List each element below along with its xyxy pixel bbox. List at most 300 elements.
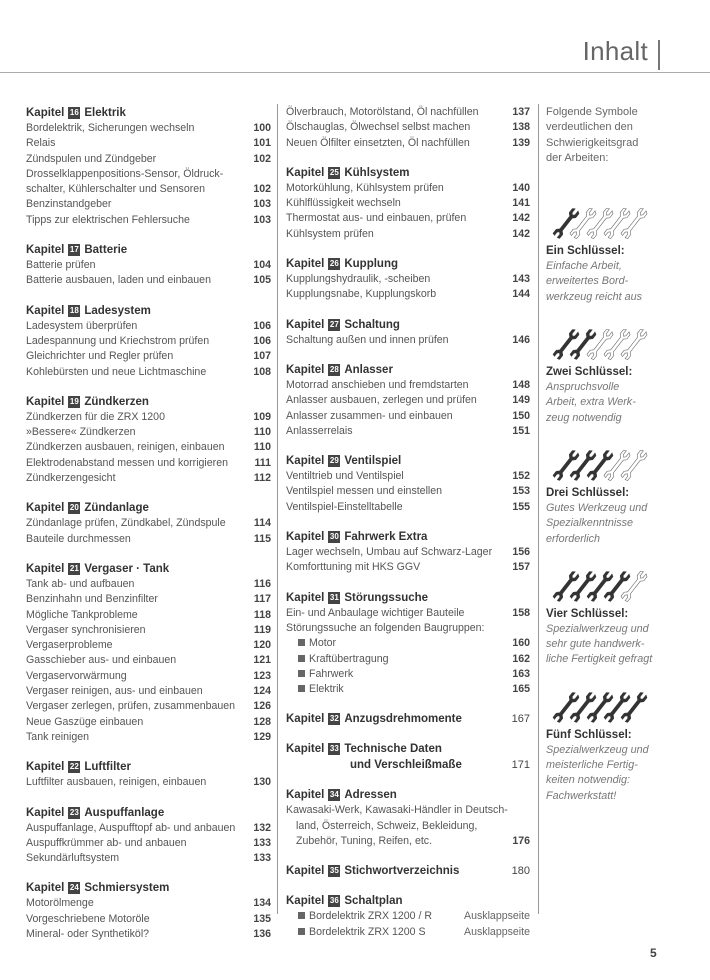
chapter-title — [84, 105, 271, 121]
legend-title: Zwei Schlüssel: — [546, 366, 633, 379]
entry-page: 129 — [253, 730, 271, 743]
entry-page: 132 — [253, 821, 271, 834]
column-divider — [277, 104, 278, 914]
chapter-section — [26, 500, 271, 547]
entry-label: Motorkühlung, Kühlsystem prüfen — [286, 181, 444, 194]
toc-entry[interactable] — [26, 669, 271, 684]
toc-entry[interactable] — [286, 909, 530, 924]
entry-text — [26, 152, 245, 167]
entry-text — [26, 349, 245, 364]
chapter-number-badge: 28 — [329, 364, 339, 374]
toc-entry[interactable] — [26, 349, 271, 364]
legend-intro-line: verdeutlichen den — [546, 121, 633, 134]
entry-page: 107 — [253, 350, 271, 363]
toc-entry[interactable] — [26, 699, 271, 714]
entry-label: Ventilspiel-Einstelltabelle — [286, 500, 403, 513]
legend-item — [546, 688, 696, 804]
entry-text — [286, 424, 504, 439]
entry-page: 128 — [253, 715, 271, 728]
toc-entry[interactable] — [26, 425, 271, 440]
wrench-filled-icon — [620, 691, 648, 723]
entry-page: 150 — [512, 409, 530, 422]
chapter-heading[interactable] — [26, 561, 271, 577]
toc-entry[interactable] — [26, 532, 271, 547]
entry-text — [286, 682, 504, 697]
wrench-rating-icons — [546, 688, 656, 726]
toc-entry[interactable] — [26, 912, 271, 927]
chapter-section — [286, 741, 530, 773]
entry-page: 101 — [253, 137, 271, 150]
chapter-title — [344, 590, 530, 606]
toc-entry[interactable] — [286, 227, 530, 242]
chapter-number-badge: 24 — [69, 883, 79, 893]
entry-label: Kupplungshydraulik, -scheiben — [286, 273, 431, 286]
chapter-heading[interactable] — [286, 453, 530, 469]
entry-label: Anlasserrelais — [286, 424, 353, 437]
entry-text — [26, 425, 245, 440]
chapter-heading[interactable] — [286, 529, 530, 545]
chapter-title-text: Zündanlage — [84, 502, 149, 515]
chapter-title-text: Vergaser · Tank — [84, 562, 170, 575]
entry-label: Gasschieber aus- und einbauen — [26, 654, 177, 667]
entry-label: Störungssuche an folgenden Baugruppen: — [286, 621, 485, 634]
toc-entry[interactable] — [26, 577, 271, 592]
entry-label: Ladespannung und Kriechstrom prüfen — [26, 334, 210, 347]
entry-label: Bauteile durchmessen — [26, 532, 131, 545]
entry-page: 160 — [512, 637, 530, 650]
wrench-filled-icon — [552, 207, 580, 239]
chapter-number-badge: 19 — [69, 396, 79, 406]
entry-text — [286, 287, 504, 302]
legend-description: Spezialwerkzeug und — [546, 743, 649, 756]
chapter-section — [286, 863, 530, 879]
entry-page: 162 — [512, 652, 530, 665]
chapter-section — [286, 165, 530, 242]
wrench-outline-icon — [620, 328, 648, 360]
chapter-section — [286, 362, 530, 439]
toc-entry[interactable] — [26, 365, 271, 380]
chapter-label: Kapitel — [286, 713, 325, 726]
toc-entry[interactable] — [26, 213, 271, 228]
chapter-heading[interactable] — [286, 893, 530, 909]
chapter-label: Kapitel — [286, 895, 325, 908]
chapter-number-badge: 23 — [69, 807, 79, 817]
entry-page: 146 — [512, 333, 530, 346]
chapter-title — [84, 561, 271, 577]
legend-description: Arbeit, extra Werk- — [546, 396, 636, 409]
chapter-number-badge: 16 — [69, 108, 79, 117]
chapter-heading[interactable] — [286, 863, 530, 879]
entry-label: Auspuffkrümmer ab- und anbauen — [26, 836, 187, 849]
entry-text — [26, 821, 245, 836]
toc-entry[interactable] — [26, 182, 271, 197]
toc-entry[interactable] — [26, 319, 271, 334]
legend-title: Drei Schlüssel: — [546, 486, 630, 499]
entry-text — [26, 516, 245, 531]
chapter-heading[interactable] — [286, 256, 530, 272]
toc-entry[interactable] — [286, 560, 530, 575]
toc-entry[interactable] — [286, 409, 530, 424]
toc-entry[interactable] — [286, 424, 530, 439]
entry-page: 116 — [253, 577, 271, 590]
chapter-label: Kapitel — [26, 562, 65, 575]
toc-entry[interactable] — [26, 684, 271, 699]
toc-entry[interactable] — [286, 181, 530, 196]
toc-entry[interactable] — [26, 927, 271, 942]
wrench-filled-icon — [603, 691, 631, 723]
entry-label: Kühlflüssigkeit wechseln — [286, 197, 401, 210]
toc-entry[interactable] — [26, 638, 271, 653]
chapter-label: Kapitel — [286, 743, 325, 756]
entry-page: 109 — [253, 410, 271, 423]
chapter-heading[interactable] — [26, 242, 271, 258]
entry-text — [26, 471, 245, 486]
entry-text — [26, 136, 245, 151]
chapter-label: Kapitel — [26, 502, 65, 515]
chapter-heading[interactable] — [26, 394, 271, 410]
chapter-number-badge: 33 — [329, 744, 339, 754]
chapter-title-text: Adressen — [344, 789, 397, 802]
chapter-number-badge: 36 — [329, 896, 339, 906]
toc-entry[interactable] — [26, 167, 271, 182]
chapter-title-text: Ventilspiel — [344, 455, 402, 468]
entry-label: Tipps zur elektrischen Fehlersuche — [26, 213, 190, 226]
toc-column-left — [26, 105, 271, 942]
entry-page: 124 — [253, 685, 271, 698]
chapter-section — [26, 561, 271, 745]
legend-description: meisterliche Fertig- — [546, 759, 638, 772]
toc-entry[interactable] — [26, 623, 271, 638]
toc-entry[interactable] — [26, 836, 271, 851]
chapter-title-text: Schmiersystem — [84, 882, 170, 895]
entry-label: Lager wechseln, Umbau auf Schwarz-Lager — [286, 546, 493, 559]
entry-page: 119 — [253, 623, 271, 636]
entry-page: 104 — [253, 259, 271, 272]
chapter-title-text: Störungssuche — [344, 591, 429, 604]
chapter-heading[interactable] — [286, 165, 530, 181]
entry-page: 115 — [253, 532, 271, 545]
toc-entry[interactable] — [286, 333, 530, 348]
chapter-title-text: Technische Daten — [344, 743, 442, 756]
entry-text — [26, 896, 245, 911]
entry-page: 165 — [512, 683, 530, 696]
toc-entry[interactable] — [286, 682, 530, 697]
chapter-heading[interactable] — [286, 590, 530, 606]
entry-label: Anlasser ausbauen, zerlegen und prüfen — [286, 394, 477, 407]
legend-description: werkzeug reicht aus — [546, 290, 643, 303]
entry-text — [286, 560, 504, 575]
toc-column-middle — [286, 105, 530, 940]
chapter-section — [286, 453, 530, 515]
toc-entry[interactable] — [26, 258, 271, 273]
toc-entry[interactable] — [26, 516, 271, 531]
toc-entry[interactable] — [26, 896, 271, 911]
chapter-title-text: Zündkerzen — [84, 395, 149, 408]
entry-text — [286, 469, 504, 484]
chapter-section — [26, 880, 271, 942]
entry-label: Ventilspiel messen und einstellen — [286, 485, 443, 498]
entry-label: Vergaserprobleme — [26, 639, 113, 652]
entry-label: Komforttuning mit HKS GGV — [286, 561, 421, 574]
difficulty-legend — [546, 105, 696, 804]
wrench-outline-icon — [620, 570, 648, 602]
toc-entry[interactable] — [286, 834, 530, 849]
toc-entry[interactable] — [286, 819, 530, 834]
toc-entry[interactable] — [286, 925, 530, 940]
toc-entry[interactable] — [286, 636, 530, 651]
entry-page: 163 — [512, 667, 530, 680]
chapter-title-text: Auspuffanlage — [84, 806, 165, 819]
toc-entry[interactable] — [26, 456, 271, 471]
chapter-section — [286, 529, 530, 576]
entry-page: Ausklappseite — [464, 925, 530, 938]
entry-label: Vorgeschriebene Motoröle — [26, 912, 150, 925]
toc-entry[interactable] — [286, 621, 530, 636]
chapter-title — [344, 529, 530, 545]
toc-entry[interactable] — [26, 715, 271, 730]
chapter-heading[interactable] — [26, 805, 271, 821]
toc-entry[interactable] — [286, 667, 530, 682]
entry-text: land, Österreich, Schweiz, Bekleidung, — [296, 819, 478, 832]
entry-label: Kohlebürsten und neue Lichtmaschine — [26, 365, 207, 378]
wrench-filled-icon — [586, 570, 614, 602]
entry-label: Ventiltrieb und Ventilspiel — [286, 470, 404, 483]
entry-label: Zündkerzen für die ZRX 1200 — [26, 410, 165, 423]
entry-text — [26, 653, 245, 668]
toc-entry[interactable] — [26, 334, 271, 349]
toc-entry[interactable] — [26, 851, 271, 866]
entry-label: Thermostat aus- und einbauen, prüfen — [286, 212, 467, 225]
wrench-rating-icons — [546, 567, 656, 605]
entry-label: Vergaser reinigen, aus- und einbauen — [26, 685, 203, 698]
toc-entry[interactable] — [26, 273, 271, 288]
chapter-section — [286, 105, 530, 151]
chapter-heading[interactable] — [26, 303, 271, 319]
entry-label: Benzinstandgeber — [26, 198, 112, 211]
entry-page: 121 — [253, 654, 271, 667]
entry-page: 110 — [253, 426, 271, 439]
chapter-heading[interactable] — [26, 105, 271, 121]
chapter-heading[interactable] — [26, 759, 271, 775]
wrench-filled-icon — [552, 449, 580, 481]
wrench-outline-icon — [569, 207, 597, 239]
toc-entry[interactable] — [26, 197, 271, 212]
chapter-title-text: Schaltplan — [344, 895, 403, 908]
chapter-section — [26, 759, 271, 790]
page-number: 5 — [650, 946, 657, 960]
entry-label: Kühlsystem prüfen — [286, 227, 374, 240]
wrench-outline-icon — [620, 207, 648, 239]
entry-page: 141 — [512, 197, 530, 210]
wrench-filled-icon — [552, 570, 580, 602]
entry-label: Schaltung außen und innen prüfen — [286, 333, 449, 346]
bullet-square-icon — [298, 685, 305, 692]
toc-entry[interactable] — [286, 545, 530, 560]
legend-item — [546, 204, 696, 305]
entry-text — [286, 136, 504, 151]
entry-page: 142 — [512, 227, 530, 240]
wrench-filled-icon — [569, 449, 597, 481]
entry-label: Mineral- oder Synthetiköl? — [26, 927, 150, 940]
entry-label: Ladesystem überprüfen — [26, 319, 138, 332]
entry-text — [26, 775, 245, 790]
entry-text: Kawasaki-Werk, Kawasaki-Händler in Deutsch- — [286, 804, 508, 817]
chapter-title-text: Anlasser — [344, 363, 393, 376]
chapter-title-text: Luftfilter — [84, 761, 131, 774]
entry-text — [286, 484, 504, 499]
entry-text — [286, 378, 504, 393]
chapter-number-badge: 26 — [329, 259, 339, 269]
toc-entry[interactable] — [286, 120, 530, 135]
toc-entry[interactable] — [26, 471, 271, 486]
chapter-title — [84, 500, 271, 516]
entry-page: 143 — [512, 273, 530, 286]
entry-page: 155 — [512, 500, 530, 513]
toc-entry[interactable] — [286, 196, 530, 211]
entry-text — [286, 393, 504, 408]
entry-page: 157 — [512, 561, 530, 574]
chapter-heading[interactable] — [286, 711, 530, 727]
entry-page: 153 — [512, 485, 530, 498]
toc-entry[interactable] — [26, 440, 271, 455]
chapter-section — [286, 256, 530, 303]
entry-text — [26, 273, 245, 288]
toc-entry[interactable] — [26, 136, 271, 151]
entry-page: 111 — [254, 456, 271, 469]
entry-page: 126 — [253, 700, 271, 713]
entry-page: 105 — [253, 274, 271, 287]
entry-label: Gleichrichter und Regler prüfen — [26, 350, 174, 363]
chapter-heading[interactable] — [286, 741, 530, 757]
legend-description: Einfache Arbeit, — [546, 260, 622, 273]
entry-label: Motor — [309, 637, 337, 650]
column-divider — [538, 104, 539, 914]
bullet-square-icon — [298, 928, 305, 935]
chapter-title — [84, 394, 271, 410]
entry-page: 136 — [253, 927, 271, 940]
toc-entry[interactable] — [286, 211, 530, 226]
bullet-square-icon — [298, 655, 305, 662]
entry-page: 139 — [512, 136, 530, 149]
entry-text — [286, 909, 464, 924]
entry-label: Batterie ausbauen, laden und einbauen — [26, 274, 211, 287]
entry-page: 123 — [253, 669, 271, 682]
chapter-number-badge: 29 — [329, 456, 339, 466]
entry-page: Ausklappseite — [464, 910, 530, 923]
bullet-square-icon — [298, 639, 305, 646]
entry-label: Benzinhahn und Benzinfilter — [26, 593, 158, 606]
toc-entry[interactable] — [286, 378, 530, 393]
entry-text — [286, 667, 504, 682]
chapter-heading[interactable] — [286, 317, 530, 333]
entry-text — [26, 730, 245, 745]
entry-text — [286, 652, 504, 667]
legend-description: zeug notwendig — [546, 411, 622, 424]
entry-page: 148 — [512, 378, 530, 391]
toc-entry[interactable] — [286, 272, 530, 287]
toc-entry[interactable] — [26, 592, 271, 607]
wrench-rating-icons — [546, 204, 656, 242]
chapter-heading[interactable] — [286, 787, 530, 803]
entry-text — [286, 621, 530, 636]
toc-entry[interactable] — [26, 653, 271, 668]
toc-entry[interactable] — [286, 500, 530, 515]
chapter-heading[interactable] — [286, 362, 530, 378]
toc-entry[interactable] — [26, 152, 271, 167]
entry-page: 138 — [512, 121, 530, 134]
toc-entry[interactable] — [286, 803, 530, 818]
toc-entry[interactable] — [286, 484, 530, 499]
chapter-number-badge: 32 — [329, 714, 339, 724]
chapter-heading[interactable] — [26, 500, 271, 516]
wrench-filled-icon — [569, 570, 597, 602]
chapter-section — [26, 394, 271, 486]
chapter-page: 171 — [511, 759, 530, 772]
entry-page: 158 — [512, 606, 530, 619]
entry-label: Mögliche Tankprobleme — [26, 608, 138, 621]
entry-label: »Bessere« Zündkerzen — [26, 426, 136, 439]
entry-page: 112 — [253, 472, 271, 485]
chapter-label: Kapitel — [26, 244, 65, 257]
toc-entry[interactable] — [26, 608, 271, 623]
wrench-rating-icons — [546, 446, 656, 484]
toc-entry[interactable] — [26, 775, 271, 790]
entry-label: Vergaservorwärmung — [26, 669, 127, 682]
entry-text — [286, 272, 504, 287]
chapter-label: Kapitel — [286, 455, 325, 468]
wrench-outline-icon — [603, 328, 631, 360]
entry-page: 100 — [253, 122, 271, 134]
wrench-outline-icon — [603, 207, 631, 239]
entry-text: Zubehör, Tuning, Reifen, etc. — [296, 835, 433, 848]
entry-text — [26, 592, 245, 607]
entry-page: 144 — [512, 288, 530, 301]
toc-entry[interactable] — [286, 393, 530, 408]
entry-label: Auspuffanlage, Auspufftopf ab- und anbauen — [26, 821, 236, 834]
toc-entry[interactable] — [286, 469, 530, 484]
entry-text — [26, 851, 245, 866]
toc-entry[interactable] — [26, 821, 271, 836]
wrench-filled-icon — [603, 570, 631, 602]
entry-text — [286, 227, 504, 242]
entry-label: Kraftübertragung — [309, 652, 389, 665]
toc-entry[interactable] — [26, 730, 271, 745]
toc-entry[interactable] — [26, 121, 271, 136]
chapter-number-badge: 25 — [329, 167, 339, 177]
entry-page: 133 — [253, 836, 271, 849]
entry-text — [26, 456, 245, 471]
chapter-heading-continued — [286, 757, 530, 773]
toc-entry[interactable] — [286, 287, 530, 302]
entry-label: Motorölmenge — [26, 897, 94, 910]
entry-text — [286, 196, 504, 211]
toc-entry[interactable] — [286, 606, 530, 621]
toc-entry[interactable] — [286, 652, 530, 667]
toc-entry[interactable] — [286, 136, 530, 151]
legend-title: Vier Schlüssel: — [546, 607, 629, 620]
entry-label: Zündanlage prüfen, Zündkabel, Zündspule — [26, 517, 226, 530]
bullet-square-icon — [298, 670, 305, 677]
chapter-number-badge: 35 — [329, 866, 339, 876]
chapter-heading[interactable] — [26, 880, 271, 896]
entry-text — [286, 211, 504, 226]
toc-entry[interactable] — [26, 410, 271, 425]
toc-entry[interactable] — [286, 105, 530, 120]
header-rule — [0, 72, 710, 73]
chapter-number-badge: 21 — [69, 563, 79, 573]
chapter-title — [344, 787, 530, 803]
entry-page: 114 — [253, 517, 271, 530]
